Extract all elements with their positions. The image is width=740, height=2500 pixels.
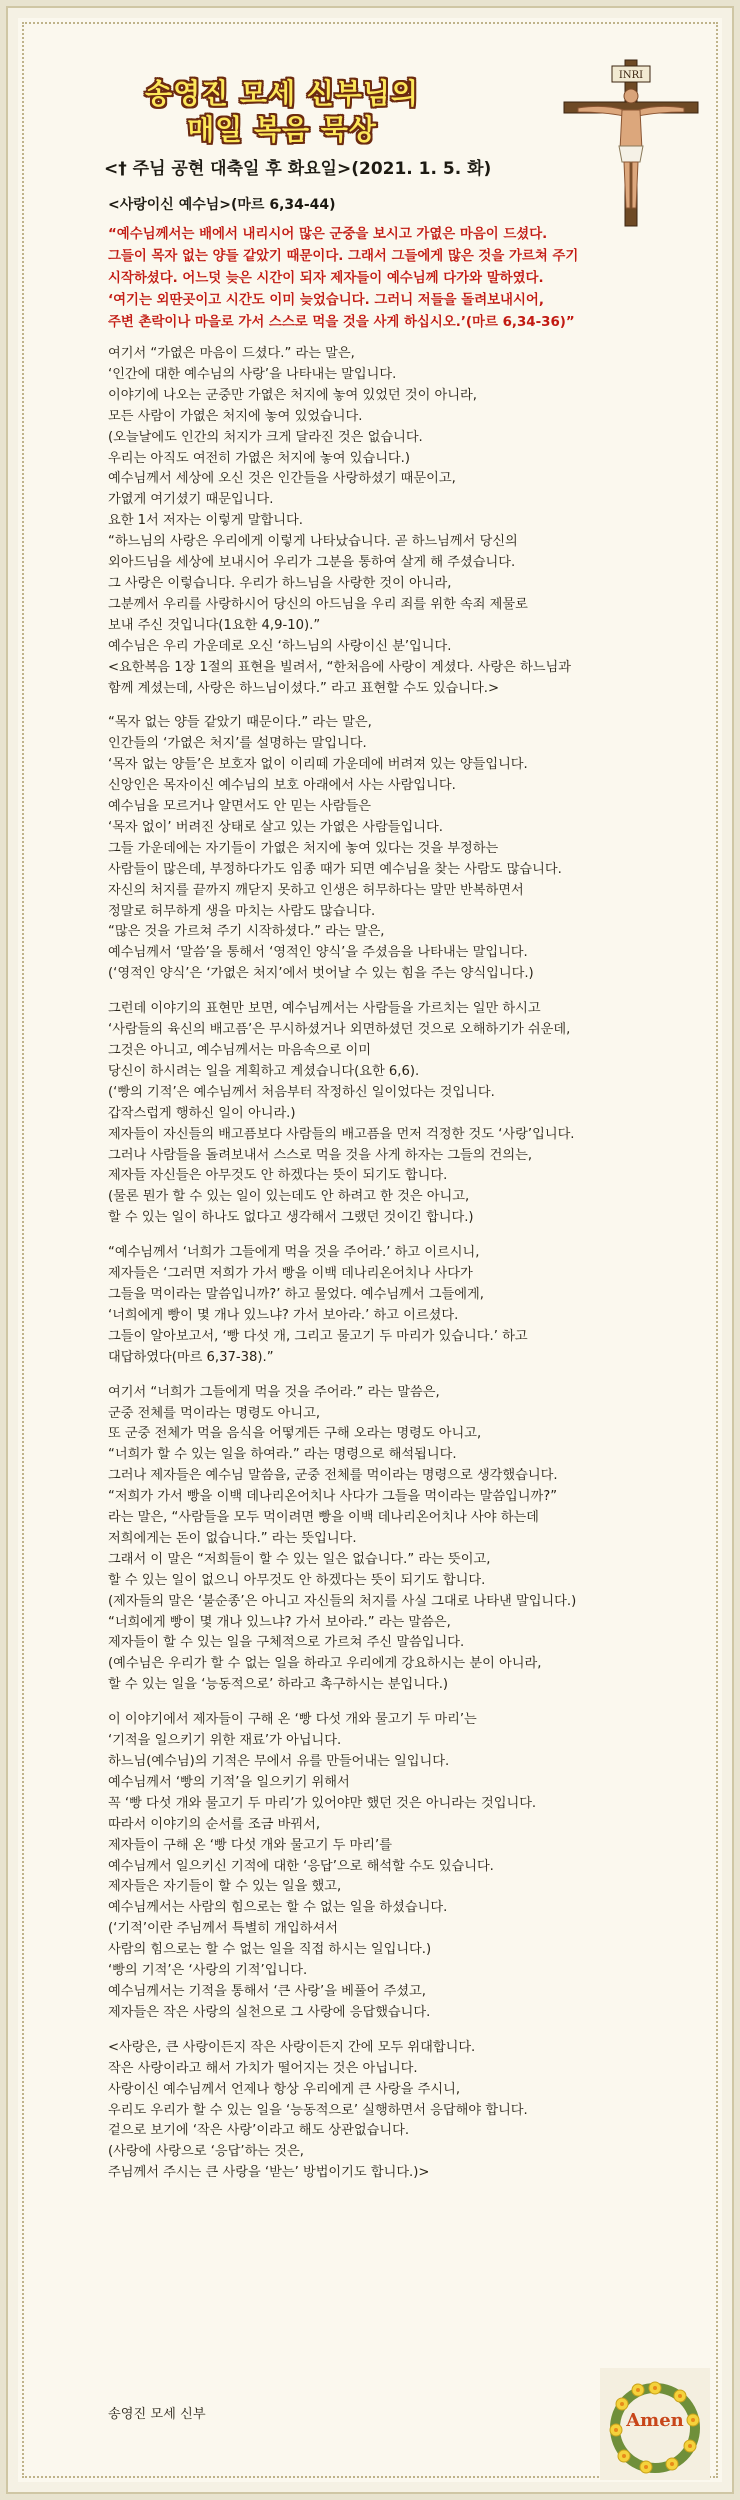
paragraph-line: 대답하였다(마르 6,37-38).” (108, 1349, 274, 1365)
crucifix-icon (556, 58, 706, 228)
gospel-line: ‘여기는 외딴곳이고 시간도 이미 늦었습니다. 그러니 저들을 돌려보내시어, (108, 293, 544, 308)
paragraph-line: 우리도 우리가 할 수 있는 일을 ‘능동적으로’ 실행하면서 응답해야 합니다. (108, 2102, 528, 2118)
paragraph-line: 보내 주신 것입니다(1요한 4,9-10).” (108, 617, 321, 633)
paragraph-line: 예수님께서 ‘빵의 기적’을 일으키기 위해서 (108, 1774, 350, 1790)
paragraph-line: 우리는 아직도 여전히 가엾은 처지에 놓여 있습니다.) (108, 450, 411, 466)
paragraph-line: 신앙인은 목자이신 예수님의 보호 아래에서 사는 사람입니다. (108, 778, 456, 794)
paragraph-line: <요한복음 1장 1절의 표현을 빌려서, “한처음에 사랑이 계셨다. 사랑은 하느님과 (108, 659, 571, 675)
gospel-line: 그들이 목자 없는 양들 같았기 때문이다. 그래서 그들에게 많은 것을 가르쳐 주기 (108, 249, 579, 264)
paragraph-line: 제자들은 ‘그러면 저희가 가서 빵을 이백 데나리온어치나 사다가 (108, 1266, 473, 1282)
paragraph-line: 그러나 제자들은 예수님 말씀을, 군중 전체를 먹이라는 명령으로 생각했습니다. (108, 1468, 558, 1484)
paragraph-line: 예수님께서 일으키신 기적에 대한 ‘응답’으로 해석할 수도 있습니다. (108, 1858, 494, 1874)
paragraph-line: 예수님께서 세상에 오신 것은 인간들을 사랑하셨기 때문이고, (108, 471, 456, 487)
title-line-2: 매일 복음 묵상 (187, 113, 377, 146)
paragraph-line: 당신이 하시려는 일을 계획하고 계셨습니다(요한 6,6). (108, 1063, 420, 1079)
paragraph-line: 함께 계셨는데, 사랑은 하느님이셨다.” 라고 표현할 수도 있습니다.> (108, 680, 500, 696)
paragraph-line: 사람들이 많은데, 부정하다가도 임종 때가 되면 예수님을 찾는 사람도 많습니다. (108, 861, 562, 877)
paragraph-line: 따라서 이야기의 순서를 조금 바꿔서, (108, 1816, 321, 1832)
content-area (18, 18, 722, 2482)
paragraph-line: 예수님께서는 사람의 힘으로는 할 수 없는 일을 하셨습니다. (108, 1900, 448, 1916)
paragraph-line: 인간들의 ‘가엾은 처지’를 설명하는 말입니다. (108, 736, 367, 752)
paragraph-line: “하느님의 사랑은 우리에게 이렇게 나타났습니다. 곧 하느님께서 당신의 (108, 534, 518, 550)
paragraph-line: 갑작스럽게 행하신 일이 아니라.) (108, 1105, 296, 1121)
signature: 송영진 모세 신부 (108, 2407, 206, 2422)
paragraph-line: 그러나 사람들을 돌려보내서 스스로 먹을 것을 사게 하자는 그들의 건의는, (108, 1147, 533, 1163)
paragraph-line: 제자들이 할 수 있는 일을 구체적으로 가르쳐 주신 말씀입니다. (108, 1635, 465, 1651)
paragraph-line: 외아드님을 세상에 보내시어 우리가 그분을 통하여 살게 해 주셨습니다. (108, 555, 516, 571)
gospel-reference: <사랑이신 예수님>(마르 6,34-44) (108, 197, 336, 213)
gospel-line: “예수님께서는 배에서 내리시어 많은 군중을 보시고 가엾은 마음이 드셨다. (108, 227, 548, 242)
paragraph-line: 제자들은 자기들이 할 수 있는 일을 했고, (108, 1879, 342, 1895)
paragraph-line: ‘사람들의 육신의 배고픔’은 무시하셨거나 외면하셨던 것으로 오해하기가 쉬운데, (108, 1022, 571, 1038)
gospel-line: 시작하셨다. 어느덧 늦은 시간이 되자 제자들이 예수님께 다가와 말하였다. (108, 271, 544, 286)
paragraph-line: 군중 전체를 먹이라는 명령도 아니고, (108, 1405, 321, 1421)
paragraph (108, 1243, 708, 1368)
paragraph-line: 요한 1서 저자는 이렇게 말합니다. (108, 513, 303, 529)
paragraph-line: 그분께서 우리를 사랑하시어 당신의 아드님을 우리 죄를 위한 속죄 제물로 (108, 596, 528, 612)
gospel-quote (108, 224, 708, 334)
paragraph (108, 2038, 708, 2184)
page-heading: <† 주님 공현 대축일 후 화요일>(2021. 1. 5. 화) (104, 159, 492, 179)
paragraph-line: “많은 것을 가르쳐 주기 시작하셨다.” 라는 말은, (108, 924, 385, 940)
paragraph (108, 1710, 708, 2024)
paragraph-line: 여기서 “너희가 그들에게 먹을 것을 주어라.” 라는 말씀은, (108, 1384, 440, 1400)
paragraph-line: 그래서 이 말은 “저희들이 할 수 있는 일은 없습니다.” 라는 뜻이고, (108, 1551, 491, 1567)
paragraph-line: (‘영적인 양식’은 ‘가엾은 처지’에서 벗어날 수 있는 힘을 주는 양식입니다.) (108, 966, 534, 982)
paragraph-line: “너희에게 빵이 몇 개나 있느냐? 가서 보아라.” 라는 말씀은, (108, 1614, 451, 1630)
paragraph-line: 그것은 아니고, 예수님께서는 마음속으로 이미 (108, 1043, 372, 1058)
paragraph (108, 713, 708, 985)
amen-label: Amen (626, 2410, 684, 2431)
title-block (82, 76, 482, 148)
title-line-1: 송영진 모세 신부님의 (145, 77, 419, 110)
paragraph-line: 그런데 이야기의 표현만 보면, 예수님께서는 사람들을 가르치는 일만 하시고 (108, 1001, 541, 1017)
paragraph-line: “예수님께서 ‘너희가 그들에게 먹을 것을 주어라.’ 하고 이르시니, (108, 1245, 480, 1261)
gospel-line: 주변 촌락이나 마을로 가서 스스로 먹을 것을 사게 하십시오.’(마르 6,34-36)” (108, 315, 575, 330)
paragraph-line: ‘목자 없는 양들’은 보호자 없이 이리떼 가운데에 버려져 있는 양들입니다. (108, 757, 528, 773)
paragraph-line: (‘빵의 기적’은 예수님께서 처음부터 작정하신 일이었다는 것입니다. (108, 1084, 495, 1100)
paragraph-line: <사랑은, 큰 사랑이든지 작은 사랑이든지 간에 모두 위대합니다. (108, 2039, 476, 2055)
meditation-body (108, 344, 708, 2198)
paragraph-line: ‘목자 없이’ 버려진 상태로 살고 있는 가엾은 사람들입니다. (108, 819, 443, 835)
paragraph-line: 라는 말은, “사람들을 모두 먹이려면 빵을 이백 데나리온어치나 사야 하는데 (108, 1510, 539, 1526)
paragraph-line: ‘인간에 대한 예수님의 사랑’을 나타내는 말입니다. (108, 366, 397, 382)
paragraph-line: 이야기에 나오는 군중만 가엾은 처지에 놓여 있었던 것이 아니라, (108, 387, 477, 403)
paragraph-line: 가엾게 여기셨기 때문입니다. (108, 492, 274, 508)
amen-wreath-image (600, 2368, 710, 2480)
paragraph-line: (물론 뭔가 할 수 있는 일이 있는데도 안 하려고 한 것은 아니고, (108, 1189, 470, 1205)
paragraph-line: 꼭 ‘빵 다섯 개와 물고기 두 마리’가 있어야만 했던 것은 아니라는 것입니다. (108, 1795, 537, 1811)
paragraph-line: 주님께서 주시는 큰 사랑을 ‘받는’ 방법이기도 합니다.)> (108, 2165, 430, 2181)
paragraph-line: 하느님(예수님)의 기적은 무에서 유를 만들어내는 일입니다. (108, 1754, 450, 1769)
paragraph-line: 예수님께서는 기적을 통해서 ‘큰 사랑’을 베풀어 주셨고, (108, 1983, 426, 1999)
paragraph-line: 제자들 자신들은 아무것도 안 하겠다는 뜻이 되기도 합니다. (108, 1168, 448, 1184)
paragraph-line: 겉으로 보기에 ‘작은 사랑’이라고 해도 상관없습니다. (108, 2123, 410, 2139)
paragraph-line: 제자들이 구해 온 ‘빵 다섯 개와 물고기 두 마리’를 (108, 1837, 392, 1853)
paragraph-line: (사랑에 사랑으로 ‘응답’하는 것은, (108, 2144, 304, 2160)
paragraph-line: 여기서 “가엾은 마음이 드셨다.” 라는 말은, (108, 346, 355, 361)
paragraph-line: 사람의 힘으로는 할 수 없는 일을 직접 하시는 일입니다.) (108, 1942, 432, 1958)
paragraph-line: 작은 사랑이라고 해서 가치가 떨어지는 것은 아닙니다. (108, 2060, 418, 2076)
paragraph-line: 그 사랑은 이렇습니다. 우리가 하느님을 사랑한 것이 아니라, (108, 575, 452, 591)
inri-label: INRI (618, 70, 644, 81)
paragraph-line: 그들을 먹이라는 말씀입니까?’ 하고 물었다. 예수님께서 그들에게, (108, 1286, 484, 1302)
paragraph-line: 사랑이신 예수님께서 언제나 항상 우리에게 큰 사랑을 주시니, (108, 2081, 461, 2097)
paragraph-line: ‘너희에게 빵이 몇 개나 있느냐? 가서 보아라.’ 하고 이르셨다. (108, 1307, 459, 1323)
paragraph-line: (제자들의 말은 ‘불순종’은 아니고 자신들의 처지를 사실 그대로 나타낸 말입니다.) (108, 1593, 577, 1609)
paper-frame (8, 8, 732, 2492)
paragraph-line: 그들이 알아보고서, ‘빵 다섯 개, 그리고 물고기 두 마리가 있습니다.’ 하고 (108, 1328, 528, 1344)
paragraph-line: 정말로 허무하게 생을 마치는 사람도 많습니다. (108, 903, 376, 919)
paragraph-line: (예수님은 우리가 할 수 없는 일을 하라고 우리에게 강요하시는 분이 아니라, (108, 1656, 542, 1672)
paragraph-line: 또 군중 전체가 먹을 음식을 어떻게든 구해 오라는 명령도 아니고, (108, 1426, 482, 1442)
paragraph-line: 모든 사람이 가엾은 처지에 놓여 있었습니다. (108, 408, 363, 424)
paragraph-line: 그들 가운데에는 자기들이 가엾은 처지에 놓여 있다는 것을 부정하는 (108, 840, 499, 856)
paragraph-line: 할 수 있는 일이 없으니 아무것도 안 하겠다는 뜻이 되기도 합니다. (108, 1572, 486, 1588)
paragraph-line: 예수님께서 ‘말씀’을 통해서 ‘영적인 양식’을 주셨음을 나타내는 말입니다. (108, 945, 528, 961)
paragraph-line: 저희에게는 돈이 없습니다.” 라는 뜻입니다. (108, 1530, 357, 1546)
paragraph-line: 자신의 처지를 끝까지 깨닫지 못하고 인생은 허무하다는 말만 반복하면서 (108, 882, 524, 898)
paragraph-line: 제자들이 자신들의 배고픔보다 사람들의 배고픔을 먼저 걱정한 것도 ‘사랑’입니다. (108, 1126, 575, 1142)
paragraph (108, 999, 708, 1229)
paragraph (108, 344, 708, 699)
paragraph-line: ‘빵의 기적’은 ‘사랑의 기적’입니다. (108, 1963, 308, 1979)
paragraph-line: ‘기적을 일으키기 위한 재료’가 아닙니다. (108, 1733, 342, 1749)
paragraph (108, 1383, 708, 1697)
paragraph-line: “저희가 가서 빵을 이백 데나리온어치나 사다가 그들을 먹이라는 말씀입니까?” (108, 1489, 558, 1505)
paragraph-line: 할 수 있는 일을 ‘능동적으로’ 하라고 촉구하시는 분입니다.) (108, 1677, 449, 1693)
paragraph-line: 이 이야기에서 제자들이 구해 온 ‘빵 다섯 개와 물고기 두 마리’는 (108, 1712, 477, 1728)
paragraph-line: 예수님을 모르거나 알면서도 안 믿는 사람들은 (108, 799, 372, 815)
paragraph-line: 예수님은 우리 가운데로 오신 ‘하느님의 사랑이신 분’입니다. (108, 638, 452, 654)
paragraph-line: (‘기적’이란 주님께서 특별히 개입하셔서 (108, 1921, 338, 1937)
paragraph-line: 제자들은 작은 사랑의 실천으로 그 사랑에 응답했습니다. (108, 2004, 431, 2020)
paragraph-line: “목자 없는 양들 같았기 때문이다.” 라는 말은, (108, 715, 372, 731)
paragraph-line: “너희가 할 수 있는 일을 하여라.” 라는 명령으로 해석됩니다. (108, 1447, 457, 1463)
paragraph-line: 할 수 있는 일이 하나도 없다고 생각해서 그랬던 것이긴 합니다.) (108, 1210, 474, 1226)
paragraph-line: (오늘날에도 인간의 처지가 크게 달라진 것은 없습니다. (108, 429, 423, 445)
